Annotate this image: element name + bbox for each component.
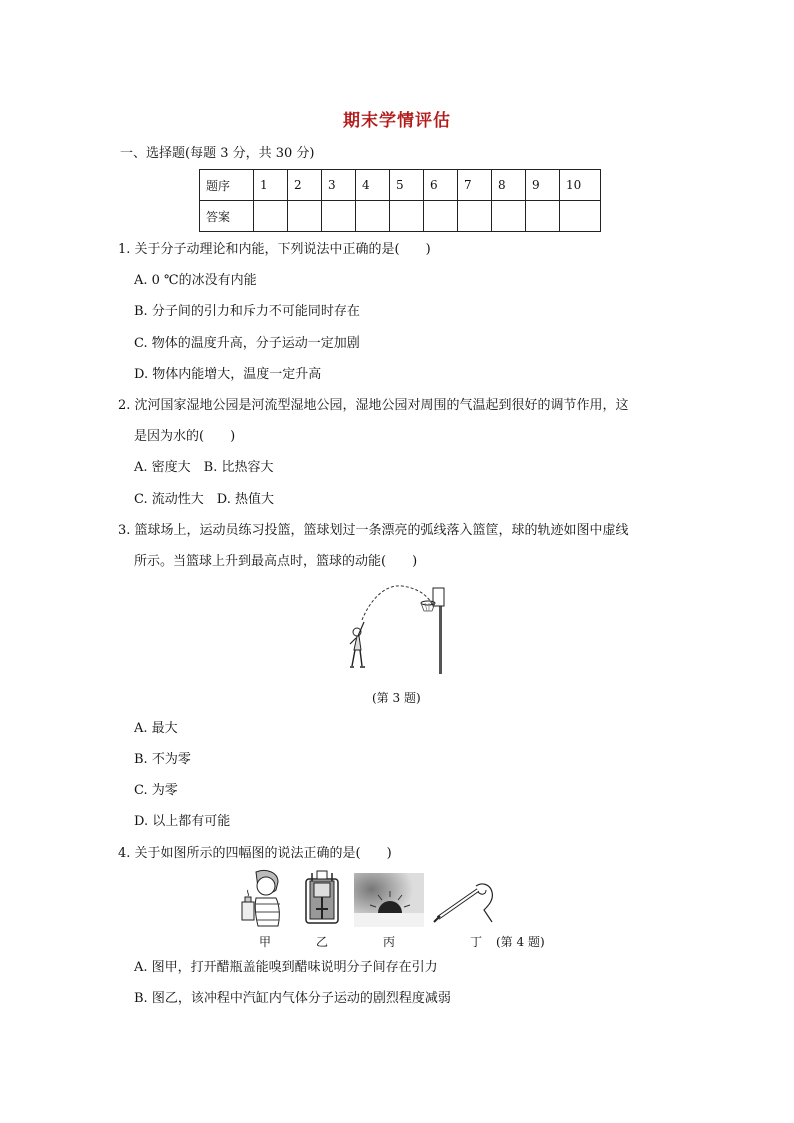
table-cell: 4 [356, 170, 390, 201]
figure-label-ding: 丁 [470, 935, 483, 949]
question-3-stem: 3. 篮球场上，运动员练习投篮，篮球划过一条漂亮的弧线落入篮筐，球的轨迹如图中虚线 [118, 523, 629, 538]
figure-3-caption: (第 3 题) [372, 691, 421, 705]
page-title: 期末学情评估 [343, 111, 451, 131]
question-3-option-d: D. 以上都有可能 [134, 814, 231, 829]
question-1-option-c: C. 物体的温度升高，分子运动一定加剧 [134, 336, 360, 351]
table-cell: 3 [322, 170, 356, 201]
figure-label-yi: 乙 [316, 935, 329, 949]
question-4-option-b: B. 图乙，该冲程中汽缸内气体分子运动的剧烈程度减弱 [134, 991, 451, 1006]
figure-label-bing: 丙 [383, 935, 396, 949]
figure-bing-diffusion [354, 873, 424, 927]
question-3-stem-cont: 所示。当篮球上升到最高点时，篮球的动能( ) [134, 554, 418, 569]
figure-label-jia: 甲 [259, 935, 272, 949]
figure-jia-boy [236, 868, 292, 930]
table-cell: 2 [288, 170, 322, 201]
section-heading: 一、选择题(每题 3 分，共 30 分) [120, 146, 315, 161]
table-cell: 6 [424, 170, 458, 201]
table-cell: 7 [458, 170, 492, 201]
table-header-cell: 题序 [200, 170, 254, 201]
question-4-stem: 4. 关于如图所示的四幅图的说法正确的是( ) [118, 846, 392, 861]
question-1-option-b: B. 分子间的引力和斥力不可能同时存在 [134, 304, 360, 319]
question-1-option-d: D. 物体内能增大，温度一定升高 [134, 367, 322, 382]
question-1-stem: 1. 关于分子动理论和内能，下列说法中正确的是( ) [118, 242, 431, 257]
question-3-option-b: B. 不为零 [134, 752, 191, 767]
answer-cell[interactable] [322, 201, 356, 232]
table-row [200, 201, 601, 232]
answer-cell[interactable] [526, 201, 560, 232]
table-cell: 9 [526, 170, 560, 201]
answer-cell[interactable] [458, 201, 492, 232]
figure-yi-cylinder [300, 869, 344, 929]
figure-4-caption: (第 4 题) [496, 935, 545, 949]
answer-cell[interactable] [356, 201, 390, 232]
table-cell: 8 [492, 170, 526, 201]
table-cell: 5 [390, 170, 424, 201]
answer-cell[interactable] [424, 201, 458, 232]
question-3-option-a: A. 最大 [134, 721, 178, 736]
basketball-figure [340, 582, 452, 674]
answer-cell[interactable] [492, 201, 526, 232]
answer-cell[interactable] [254, 201, 288, 232]
table-header-cell: 答案 [200, 201, 254, 232]
question-2-options-ab: A. 密度大 B. 比热容大 [134, 460, 274, 475]
question-2-stem: 2. 沈河国家湿地公园是河流型湿地公园，湿地公园对周围的气温起到很好的调节作用，这 [118, 398, 629, 413]
question-1-option-a: A. 0 ℃的冰没有内能 [134, 273, 257, 288]
table-cell: 1 [254, 170, 288, 201]
question-4-option-a: A. 图甲，打开醋瓶盖能嗅到醋味说明分子间存在引力 [134, 960, 438, 975]
answer-cell[interactable] [288, 201, 322, 232]
answer-table [199, 169, 601, 232]
table-row [200, 170, 601, 201]
question-2-options-cd: C. 流动性大 D. 热值大 [134, 492, 274, 507]
question-3-option-c: C. 为零 [134, 783, 178, 798]
answer-cell[interactable] [390, 201, 424, 232]
table-cell: 10 [560, 170, 601, 201]
question-2-stem-cont: 是因为水的( ) [134, 429, 236, 444]
figure-ding-hand [430, 876, 500, 928]
answer-cell[interactable] [560, 201, 601, 232]
